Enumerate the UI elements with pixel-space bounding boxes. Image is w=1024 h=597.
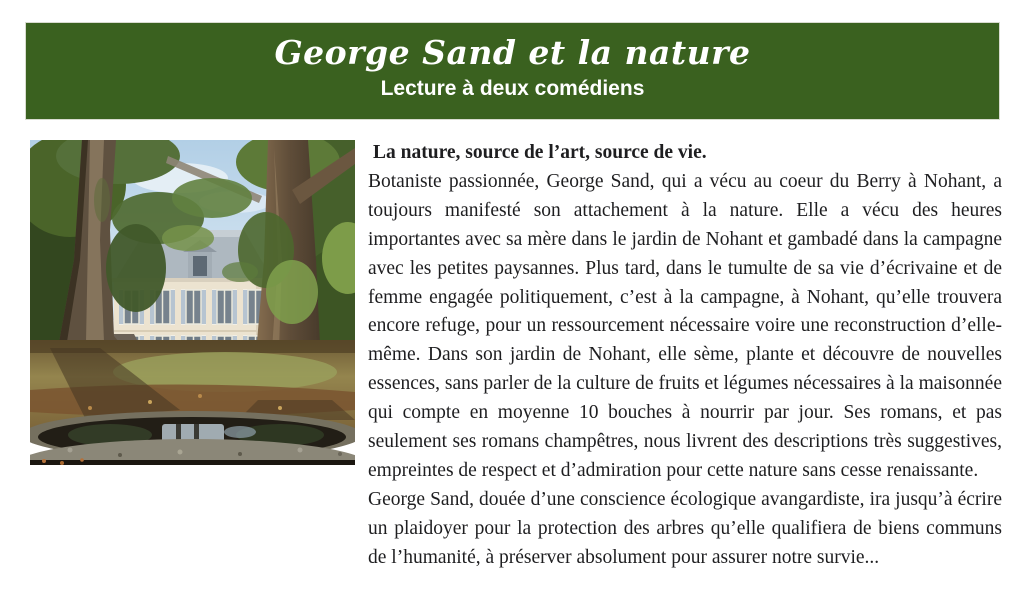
- banner-title: George Sand et la nature: [274, 33, 751, 72]
- nohant-house-illustration: [30, 140, 355, 465]
- article-paragraph-1: Botaniste passionnée, George Sand, qui a vécu au coeur du Berry à Nohant, a toujours manifesté son attachement à la nature. Elle a vécu des heures importantes avec sa mère dans le jardin de Nohant et gambadé dans la campagne avec les petites paysannes. Plus tard, dans le tumulte de sa vie d’écrivaine et de femme engagée politiquement, c’est à la campagne, à Nohant, qu’elle trouvera encore refuge, pour un ressourcement nécessaire voire une reconstruction d’elle-même. Dans son jardin de Nohant, elle sème, plante et découvre de nouvelles essences, sans parler de la culture de fruits et légumes nécessaires à la maisonnée qui compte en moyenne 10 bouches à nourrir par jour. Ses romans, et pas seulement ses romans champêtres, nous livrent des descriptions très suggestives, empreintes de respect et d’admiration pour cette nature sans cesse renaissante.: [368, 170, 1002, 481]
- article-paragraph-2: George Sand, douée d’une conscience écologique avangardiste, ira jusqu’à écrire un plaidoyer pour la protection des arbres qu’elle qualifiera de biens communs de l’humanité, à préserver absolument pour assurer notre survie...: [368, 488, 1002, 568]
- content-row: [30, 140, 1002, 573]
- banner: [25, 22, 1000, 120]
- article-text: [368, 139, 1002, 573]
- nohant-house-photo: [30, 140, 355, 465]
- article-heading: La nature, source de l’art, source de vie.: [373, 142, 707, 163]
- pond: [30, 411, 355, 465]
- banner-subtitle: Lecture à deux comédiens: [380, 77, 645, 100]
